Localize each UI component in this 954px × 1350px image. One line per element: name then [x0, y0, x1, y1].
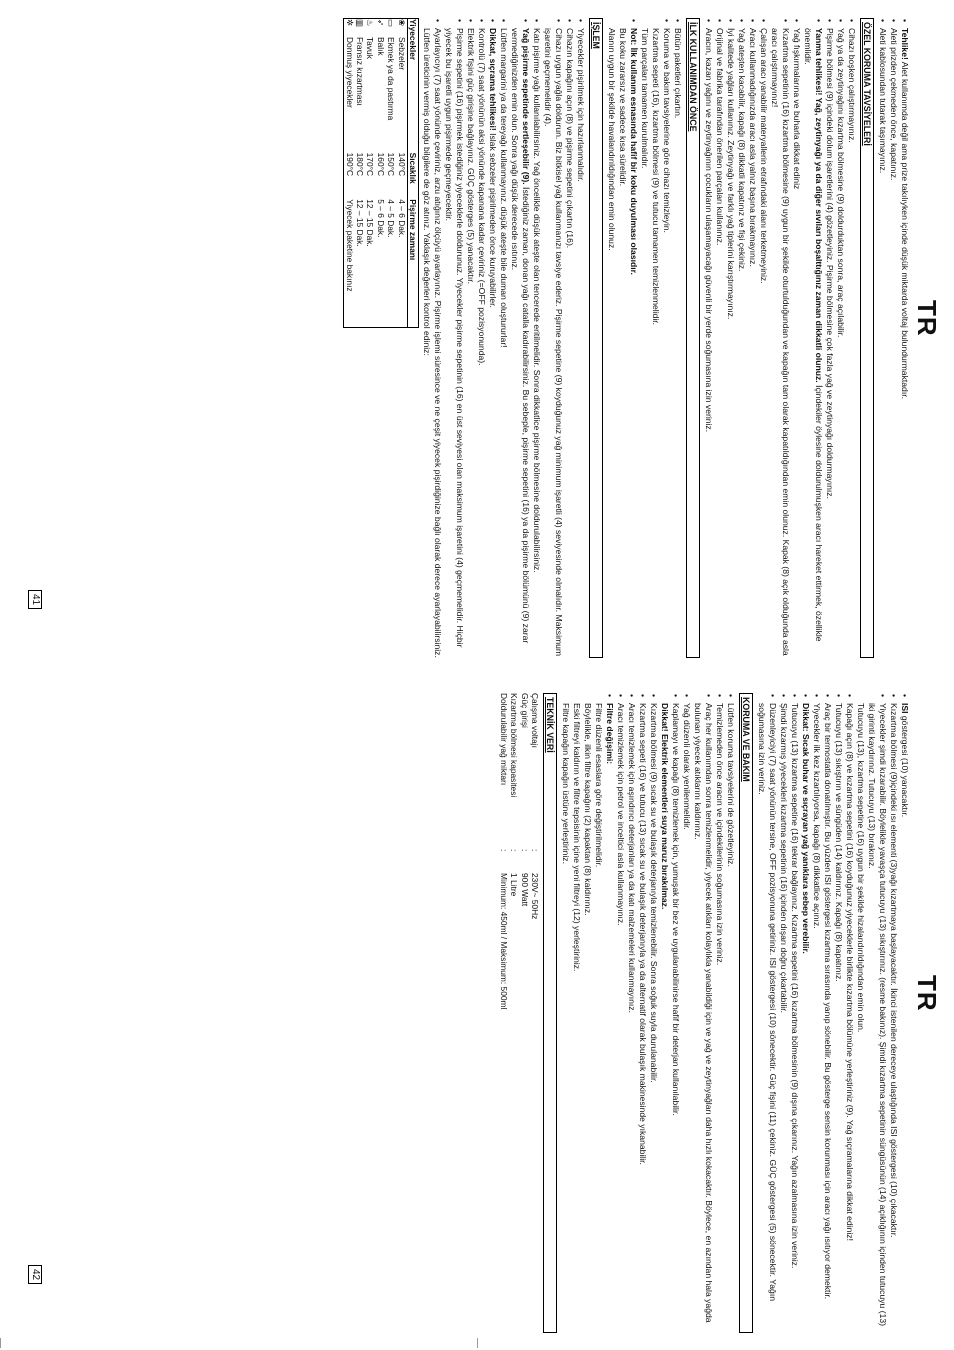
before-first-use-list [606, 18, 683, 658]
col-header-food: Yiyecekler [407, 19, 418, 153]
list-item [877, 28, 888, 658]
time-cell: 12 – 15 Dak. [365, 199, 376, 247]
bold-text: Dikkat! Elektrik elementleri suya maruz bırakılmaz. [660, 703, 670, 910]
item-text: Yiyecekler pişirilmek için hazırlanmalıdır. [576, 28, 586, 182]
item-text: Yağ ya da zeytinyağını kızartma bölmesine (9) doldurduktan sonra, araç açılabilir. [836, 28, 846, 338]
bold-text: Not: İlk kullanım esnasında hafif bir koku duyulması olasıdır. [629, 28, 639, 275]
item-text: Kızartma sepetinin (16) kızartma bölmesine (9) uygun bir şekilde oturtulduğundan ve kapağın tam olarak kapatıldığından emin olunuz. Kapak (8) açık olduğunda asla aracı çalıştırmayınız! [770, 28, 791, 656]
list-item [560, 703, 571, 1333]
item-text: Tutucuyu (13), kızartma sepetine (16) uygun bir şekilde hizalandırıldığından emin olun. [856, 703, 866, 1033]
list-item [703, 28, 714, 658]
list-item [846, 28, 857, 658]
tech-row [530, 693, 540, 1015]
list-item [498, 28, 509, 658]
tech-label: Güç girişi [519, 693, 530, 728]
list-item [606, 28, 617, 658]
item-text: Pişirme sepetini (16) pişirmek istediğiniz yiyeceklerle doldurunuz. Yiyecekler pişirme sepetinin (16) en üst seviyesi olan maksimum işaretini (4) geçmemelidir. Hiçbir yiyecek bu işaretli uygun pişirmede geçmeyecektir. [444, 28, 465, 648]
list-item [672, 28, 683, 658]
item-text: Filtre düzenli esaslara göre değiştirilmelidir. [594, 703, 604, 868]
frozen-icon: ✲ [344, 19, 355, 27]
list-item [811, 703, 822, 1333]
fold-mark [0, 1338, 1, 1348]
tech-value: 1 Litre [509, 873, 520, 897]
list-item [747, 28, 758, 658]
language-header: TR [912, 300, 942, 337]
food-cell: Ekmek ya da pastırma [386, 37, 397, 121]
list-item [725, 703, 736, 1333]
list-item [465, 28, 476, 658]
list-item [866, 703, 888, 1333]
vegetables-icon: ❀ [396, 19, 407, 27]
list-item [509, 28, 531, 658]
tech-value: 900 Watt [519, 873, 530, 907]
bold-text: Dikkat: Sıcak buhar ve sıçrayan yağ yanıklara sebep verebilir. [801, 703, 811, 954]
item-text: Tutucuyu (13) kızartma sepetine (16) tekrar bağlayınız. Kızartma sepetini (16) kızartma bölmesinin (9) dışına çıkarınız. Yağın azalmasına izin veriniz. [790, 703, 800, 1269]
list-item [692, 703, 714, 1333]
item-text: Aracın, kazan yağını ve zeytinyağının çocukların ulaşamayacağı güvenli bir yerde soğumasına izin veriniz. [704, 28, 714, 433]
fold-mark [477, 1338, 478, 1348]
tech-row [498, 693, 508, 1015]
list-item [617, 28, 628, 658]
tech-label: Kızartma bölmesi kapasitesi [509, 693, 520, 798]
tech-sep: : [509, 849, 520, 852]
list-item [681, 703, 692, 1333]
item-text: Yiyecekler ilk kez kızartılıyorsa, kapağı (8) dikkatlice açınız. [812, 703, 822, 929]
item-text: Yağ düzenli olarak yenilenmelidir. [682, 703, 692, 830]
time-cell: 5 – 6 Dak. [375, 199, 386, 238]
list-item [835, 28, 846, 658]
list-item [888, 28, 899, 658]
item-text: İstediğiniz zaman, donan yağı catalla kadırabilirsiniz. Bu sebeple, pişirme sepetini (16) ya da pişirme bölümünü (9) zarar vermediğinizden emin olun. Sonra yağı düşük derecede ısıtınız. [510, 28, 531, 644]
operation-list [421, 18, 586, 658]
list-item [487, 28, 498, 658]
temp-cell: 180°C [354, 152, 365, 177]
item-text: Kızartma bölmesi (9)içindeki ısı elementi (3)yağı kızartmaya başlayacaktır. İkinci istenilen dereceye ulaştığında ISI göstergesi (10) çıkacaktır. [889, 703, 899, 1238]
section-title-operation: İŞLEM [589, 18, 603, 658]
item-text: Katı pişirme yağı kullanılabilirsiniz. Yağ öncelikle düşük ateşte olan tencerede eritilmelidir. Sonra dikkatlice pişirme bölmesine doldurulabilirsiniz. [532, 28, 542, 573]
item-text: Lütfen koruma tavsiyelerini de gözetleyiniz. [726, 703, 736, 867]
list-item [571, 703, 582, 1333]
table-row [365, 19, 375, 328]
list-item [844, 703, 855, 1333]
list-item [714, 28, 725, 658]
item-text: Ayarlayıcıyı (7) saat yönünde çeviriniz, arzu atığınız ölçüyü ayarlayınız. Pişirme işlemi süresince ve ne çeşit yiyecek pişirdiğinize bağlı olarak derece ayarlayabilirsiniz. Lütfen üreticinin vermiş olduğu bilgilere de göz atınız. Yaklaşık değerleri kontrol ediniz: [422, 28, 443, 658]
special-care-list [703, 18, 857, 658]
chicken-icon: ♨ [365, 19, 376, 27]
food-cell: Tavuk [365, 37, 376, 59]
list-item [899, 703, 910, 1333]
list-item [769, 28, 791, 658]
page-42-column [498, 693, 910, 1333]
item-text: Kontrolü (7) saat yönünün aksi yönünde kapanana kadar çeviriniz (=OFF pozisyonunda). [477, 28, 487, 366]
bold-text: Yanma tehlikesi! Yağ, zeytinyağı ya da diğer sıvıları boşalttığınız zaman dikkatli olunuz. [814, 28, 824, 383]
list-item [604, 703, 615, 1333]
item-text: İyi kalitede yağları kullanınız. Zeytinyağı ve farklı yağ tiplerini karıştırmayınız. [726, 28, 736, 320]
item-text: Bütün paketleri çıkartın. [673, 28, 683, 119]
time-cell: 12 – 15 Dak. [354, 199, 365, 247]
tech-label: Çalışma voltajı [530, 693, 540, 748]
food-cell: Donmuş yiyecekler [344, 37, 355, 108]
item-text: Orijinal ve fabrika tarafından önerilen parçaları kullanınız. [715, 28, 725, 246]
item-text: Yiyecekler şimdi kızarabilir. Böylelikle yavaşça tutucuyu (13) sıkıştırınız. (resme bakınız). Şimdi kızartma sepetinin süngüsünün (14) açıklığının içinden tutucuyu (13) iki girinti kaydırınız. Tutucuyu (13) bırakınız. [867, 703, 888, 1326]
tech-label: Doldurulabilir yağ miktarı [498, 693, 509, 786]
list-item [628, 28, 639, 658]
item-text: Kızartma bölmesi (9) sıcak su ve bulaşık deterjanıyla temizlenebilir. Sonra soğuk suyla durulanabilir. [649, 703, 659, 1083]
tech-value: Minimum: 450ml / Maksimum: 500ml [498, 873, 509, 1010]
list-item [725, 28, 736, 658]
temp-cell: 150°C [386, 152, 397, 177]
tech-sep: : [530, 849, 540, 852]
list-item [791, 28, 802, 658]
item-text: Düzenleyiciyi (7) saat yönünün tersine, OFF pozisyonuna getiriniz. ISI göstergesi (10) sönecektir. Güç fişini (11) çekiniz. GÜÇ göstergesi (5) sönecektir. Yağın soğumasına izin veriniz. [757, 703, 778, 1302]
tech-sep: : [519, 849, 530, 852]
temp-cell: 140°C [396, 152, 407, 177]
temp-cell: 160°C [375, 152, 386, 177]
operation-continued-list [756, 693, 910, 1333]
item-text: Yağ fışkırmalarına ve buharla dikkat ediniz [792, 28, 802, 190]
list-item [626, 703, 637, 1333]
list-item [714, 703, 725, 1333]
table-row [396, 19, 407, 328]
item-text: Tüm parçaları tamamen kurulmalıdır. [640, 28, 650, 169]
item-text: göstergesi (10) yanacaktır. [900, 713, 910, 818]
item-text: Aleti prizden çekmeden önce, kapatınız. [889, 28, 899, 181]
table-row [375, 19, 385, 328]
tech-sep: : [498, 849, 509, 852]
list-item [648, 703, 659, 1333]
time-cell: 4 – 5 Dak. [386, 199, 397, 238]
item-text: Kızartma sepeti (16), kızartma bölmesi (9) ve tutucu tamamen temizlenmelidir. [651, 28, 661, 326]
fries-icon: ▥ [354, 19, 365, 27]
item-text: Pişirme bölmesi (9) içindeki dolum işaretlerini (4) gözetleyiniz. Pişirme bölmesine çok fazla yağ ve zeytinyağı doldurmayınız. [825, 28, 835, 499]
item-text: Aracı temizlemek için aşındırıcı deterjanları ya da katı malzemeleri kullanmayınız. [627, 703, 637, 1013]
list-item [637, 703, 648, 1333]
item-text: Yağ ateşten kacabilir, kapağı (8) dikkatli kapatınız ve fişi çekiniz. [737, 28, 747, 272]
section-title-before-first-use: İLK KULLANIMDAN ÖNCE [686, 18, 700, 658]
list-item [476, 28, 487, 658]
item-text: Araç her kullanımdan sonra temizlenmelidir, yiyecek atıkları kolaylıkla yanabildiği için ve yağ ve zeytinyağları daha hızlı kokacaktır. Böylece, en azından hala yağda bulunan yiyecek atıklarını kaldırınız. [693, 703, 714, 1323]
page-41-column [343, 18, 910, 658]
food-cell: Sebzeler [396, 37, 407, 71]
fish-icon: ➶ [375, 19, 386, 27]
list-item [789, 703, 800, 1333]
page-42 [0, 675, 954, 1350]
list-item [443, 28, 465, 658]
bold-text: Yağ pişirme sepetinde sertleşebilir (9). [521, 28, 531, 185]
list-item [800, 703, 811, 1333]
language-header: TR [912, 975, 942, 1012]
bold-text: Tehlike! [900, 28, 910, 60]
list-item [670, 703, 681, 1333]
page-number: 41 [28, 590, 42, 609]
tech-row [509, 693, 519, 1015]
list-item [822, 703, 833, 1333]
item-text: Tutucuyu (13) sıkıştırın ve süngüden (14) kaldırınız. Kapağı (8) kapatınız. [834, 703, 844, 982]
food-cell: Fransız kızartması [354, 37, 365, 106]
table-row [344, 19, 355, 328]
care-list [560, 693, 736, 1333]
list-item [899, 28, 910, 658]
list-item [661, 28, 672, 658]
item-text: Bu koku zararsız ve sadece kısa sürelidir. [618, 28, 628, 187]
bold-text: Dikkat, sıçrama tehlikesi! [488, 28, 498, 131]
item-text: Aracı temizlemek için petrol ve inceltici asla kullanmayınız. [616, 703, 626, 926]
tech-value: 230V~ 50Hz [530, 873, 540, 920]
item-text: Böylelikle, ilkin filtre kapağını (2) kapaktan (8) kaldırınız. [583, 703, 593, 916]
item-text: Şimdi kızarmış yiyecekleri kızartma sepetinin (16) içinden dışarı doğru çıkartabilir. [779, 703, 789, 1013]
item-text: Aracı kullanmadığınızda aracı asla yalnız başına bırakmayınız. [748, 28, 758, 267]
section-title-tech: TEKNİK VERİ [543, 693, 557, 1333]
item-text: Araç bir termostatla donatılmıştır. Bu yüzden ISI göstergesi kızartma sırasında yanıp sönebilir. Bu gösterge sensin korunması için aracı yağı ısıtıyor demektir. [823, 703, 833, 1300]
item-text: Temizlemeden önce aracın ve içindekilerinin soğumasına izin veriniz. [715, 703, 725, 966]
food-cell: Balık [375, 37, 386, 56]
temp-cell: 190°C [344, 152, 355, 177]
list-item [650, 28, 661, 658]
table-row [386, 19, 396, 328]
list-item [593, 703, 604, 1333]
item-text: Çalışan aracı yanabilir materyallerin etrafındaki alanı terketmeyiniz. [759, 28, 769, 284]
item-text: İçindekiler öylesine doldurulmuşken aracı hareket ettirmek, özellikle önemlidir. [803, 28, 824, 642]
list-item [575, 28, 586, 658]
page-number: 42 [28, 1265, 42, 1284]
item-text: Eski filtreyi kaldırın ve filtre tepsisinin içine yeni filtreyi (12) yerleştiriniz. [572, 703, 582, 972]
cooking-table [343, 18, 419, 328]
list-item [802, 28, 824, 658]
list-item [888, 703, 899, 1333]
item-text: Kızartma sepeti (16) ve tutucu (13) sıcak su ve bulaşık deterjanıyla ya da alternatif olarak bulaşık makinesinde yıkanabilir. [638, 703, 648, 1165]
item-text: Kapağı açın (8) ve kızartma sepetini (16) koyduğunuz yiyeceklerle birlikte kızartma bölümüne yerleştiriniz (9). Yağ sıçramalarına dikkat ediniz! [845, 703, 855, 1241]
time-cell: Yiyecek paketine bakınız [344, 199, 355, 292]
bold-text: ISI [900, 703, 910, 714]
meat-icon: ▭ [386, 19, 397, 27]
list-item [833, 703, 844, 1333]
item-text: Cihazın kapağını açın (8) ve pişirme sepetini çıkartın (16). [565, 28, 575, 249]
tech-table [498, 693, 540, 1015]
page-42-content [0, 675, 954, 1350]
col-header-time: Pişirme zamanı [407, 199, 418, 327]
table-header-row [407, 19, 418, 328]
list-item [659, 703, 670, 1333]
item-text: Islak sebzeler pişirilmeden önce kuruyabilirler. [488, 130, 498, 308]
item-text: Cihazı uygun yağla doldurun. Biz bitkisel yağ kullanmanızı tavsiye ederiz. Pişirme sepetine (9) koyduğunuz yağ minimum işaretli (4) seviyesinde olmalıdır. Maksimum işaretini geçmemelidir (4). [543, 28, 564, 657]
intro-list [877, 18, 910, 658]
item-text: Aleti kablosundan tutarak taşımayınız. [878, 28, 888, 174]
list-item [421, 28, 443, 658]
list-item [615, 703, 626, 1333]
list-item [778, 703, 789, 1333]
bold-text: Filtre değişimi: [605, 703, 615, 765]
list-item [824, 28, 835, 658]
item-text: Alanın uygun bir şekilde havalandırıldığından emin olunuz. [607, 28, 617, 251]
item-text: Alet kullanımda değil ama prize takılıyken içinde düşük miktarda voltaj bulundurmaktadır. [900, 59, 910, 399]
section-title-care: KORUMA VE BAKIM [739, 693, 753, 1333]
section-title-special-care: ÖZEL KORUMA TAVSİYELERİ [860, 18, 874, 658]
tech-row [519, 693, 529, 1015]
list-item [582, 703, 593, 1333]
list-item [756, 703, 778, 1333]
item-text: Kaplamayı ve kapağı (8) temizlemek için, yumuşak bir bez ve uygulanabilinirse hafif bir deterjan kullanılabilir. [671, 703, 681, 1116]
item-text: Elektrik fişini güç girişine bağlayınız. GÜÇ gösterges (5) yanacaktır. [466, 28, 476, 285]
item-text: Koruma ve bakım tavsiyelerine göre cihazı temizleyin. [662, 28, 672, 233]
temp-cell: 170°C [365, 152, 376, 177]
list-item [564, 28, 575, 658]
list-item [542, 28, 564, 658]
list-item [758, 28, 769, 658]
list-item [855, 703, 866, 1333]
col-header-temp: Sıcaklık [407, 153, 418, 200]
time-cell: 4 – 6 Dak. [396, 199, 407, 238]
item-text: Lütfen margarini ya da tereyağı kullanmayınız. düşük ateşte bile duman oluştururlar! [499, 28, 509, 348]
item-text: Filtre kapağın kapağın üstüne yerleştiriniz. [561, 703, 571, 864]
list-item [531, 28, 542, 658]
list-item [736, 28, 747, 658]
table-row [355, 19, 365, 328]
list-item [639, 28, 650, 658]
item-text: Cihazı boşken çalıştırmayınız. [847, 28, 857, 143]
